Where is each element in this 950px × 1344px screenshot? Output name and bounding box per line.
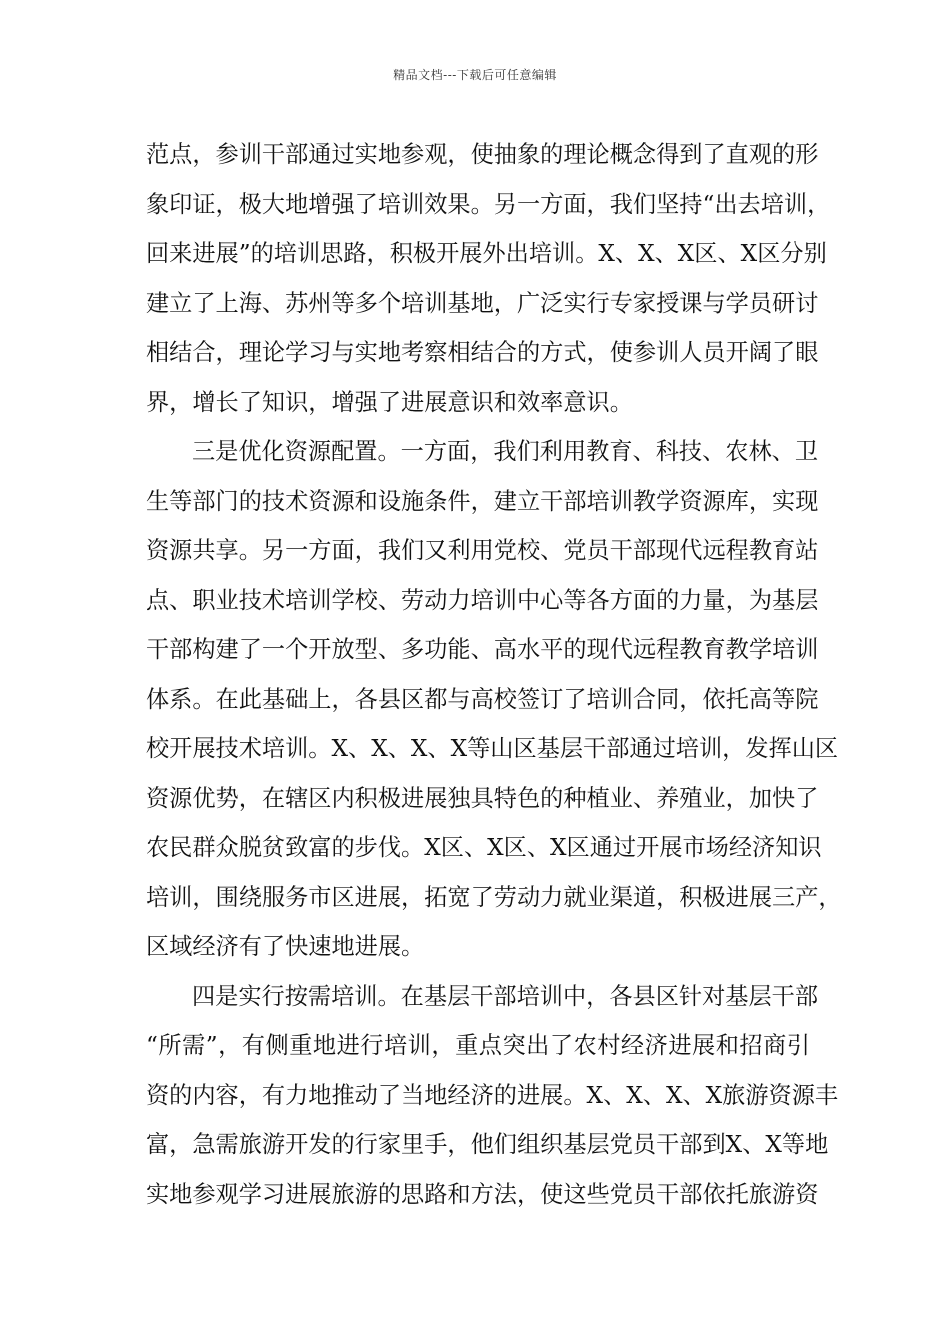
text-line: 建立了上海、苏州等多个培训基地，广泛实行专家授课与学员研讨	[146, 289, 819, 317]
text-line: 界，增长了知识，增强了进展意识和效率意识。	[146, 388, 633, 416]
text-line: 生等部门的技术资源和设施条件，建立干部培训教学资源库，实现	[146, 487, 819, 515]
text-line: 资源共享。另一方面，我们又利用党校、党员干部现代远程教育站	[146, 537, 819, 564]
text-line: 校开展技术培训。X、X、X、X等山区基层干部通过培训，发挥山区	[146, 735, 839, 762]
text-line: 象印证，极大地增强了培训效果。另一方面，我们坚持“出去培训，	[146, 190, 831, 218]
text-line: 区域经济有了快速地进展。	[146, 933, 425, 960]
text-line: 富，急需旅游开发的行家里手，他们组织基层党员干部到X、X等地	[146, 1131, 829, 1158]
page-header: 精品文档---下载后可任意编辑	[393, 68, 557, 82]
text-line: 回来进展”的培训思路，积极开展外出培训。X、X、X区、X区分别	[146, 240, 827, 267]
text-line: 农民群众脱贫致富的步伐。X区、X区、X区通过开展市场经济知识	[146, 834, 822, 861]
text-line: 培训，围绕服务市区进展，拓宽了劳动力就业渠道，积极进展三产，	[146, 883, 842, 911]
text-line: 范点，参训干部通过实地参观，使抽象的理论概念得到了直观的形	[146, 141, 819, 168]
text-line: 资源优势，在辖区内积极进展独具特色的种植业、养殖业，加快了	[146, 784, 819, 812]
paragraph-first-line: 四是实行按需培训。在基层干部培训中，各县区针对基层干部	[192, 982, 819, 1010]
text-line: 干部构建了一个开放型、多功能、高水平的现代远程教育教学培训	[146, 636, 819, 663]
text-line: 相结合，理论学习与实地考察相结合的方式，使参训人员开阔了眼	[146, 339, 819, 366]
document-body	[146, 130, 842, 1219]
text-line: 点、职业技术培训学校、劳动力培训中心等各方面的力量，为基层	[146, 586, 819, 614]
text-line: 资的内容，有力地推动了当地经济的进展。X、X、X、X旅游资源丰	[146, 1081, 839, 1109]
text-line: “所需”，有侧重地进行培训，重点突出了农村经济进展和招商引	[146, 1032, 810, 1059]
text-line: 实地参观学习进展旅游的思路和方法，使这些党员干部依托旅游资	[146, 1180, 819, 1208]
text-line: 体系。在此基础上，各县区都与高校签订了培训合同，依托高等院	[146, 685, 819, 713]
paragraph-first-line: 三是优化资源配置。一方面，我们利用教育、科技、农林、卫	[192, 438, 819, 465]
